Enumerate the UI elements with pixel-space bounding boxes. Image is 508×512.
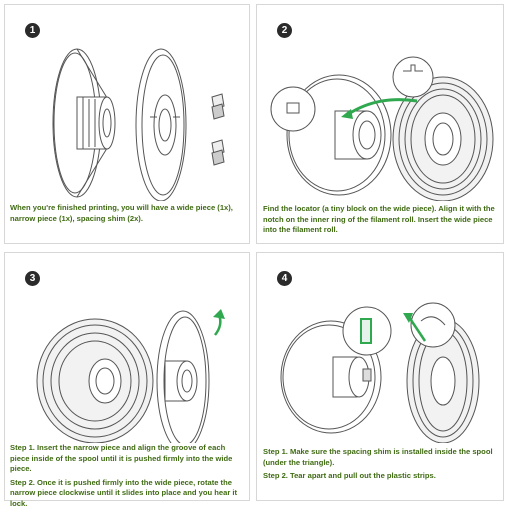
step-1-text: When you're finished printing, you will have a wide piece (1x), narrow piece (1x), spacing shim (2x). [10, 203, 233, 223]
spacing-shim-icon [361, 319, 371, 343]
step-2-caption [263, 204, 499, 239]
step-2-text: Find the locator (a tiny block on the wide piece). Align it with the notch on the inner ring of the filament roll. Insert the wide piece into the filament roll. [263, 204, 495, 234]
plastic-strip-zoom-circle [411, 303, 455, 347]
step-1-caption [10, 203, 244, 227]
narrow-spool-piece-icon [136, 49, 186, 201]
wide-spool-piece-icon [53, 49, 115, 197]
filament-roll-icon [37, 319, 153, 443]
step-2-badge: 2 [277, 23, 292, 38]
step-1-illustration [5, 5, 251, 201]
spacing-shim-icon [212, 94, 224, 165]
step-3-text-1: Step 1. Insert the narrow piece and align the groove of each piece inside of the spool until it is pushed firmly into the wide piece. [10, 443, 233, 473]
step-4-panel [256, 252, 504, 501]
step-3-badge: 3 [25, 271, 40, 286]
step-1-panel [4, 4, 250, 244]
step-2-illustration [257, 5, 505, 201]
step-2-panel [256, 4, 504, 244]
narrow-spool-piece-icon [157, 311, 209, 443]
step-4-text-1: Step 1. Make sure the spacing shim is installed inside the spool (under the triangle). [263, 447, 493, 467]
locator-block-icon [287, 103, 299, 113]
step-4-badge: 4 [277, 271, 292, 286]
step-4-text-2: Step 2. Tear apart and pull out the plastic strips. [263, 471, 436, 480]
triangle-marker-icon [363, 369, 371, 381]
step-3-text-2: Step 2. Once it is pushed firmly into the wide piece, rotate the narrow piece clockwise until it slides into place and you hear it lock. [10, 477, 238, 508]
rotate-arrow-head-icon [213, 309, 225, 319]
step-3-caption [10, 443, 246, 512]
notch-zoom-circle [393, 57, 433, 97]
step-3-panel [4, 252, 250, 508]
step-4-illustration [257, 253, 505, 443]
step-3-illustration [5, 253, 251, 443]
step-1-badge: 1 [25, 23, 40, 38]
step-4-caption [263, 447, 499, 485]
